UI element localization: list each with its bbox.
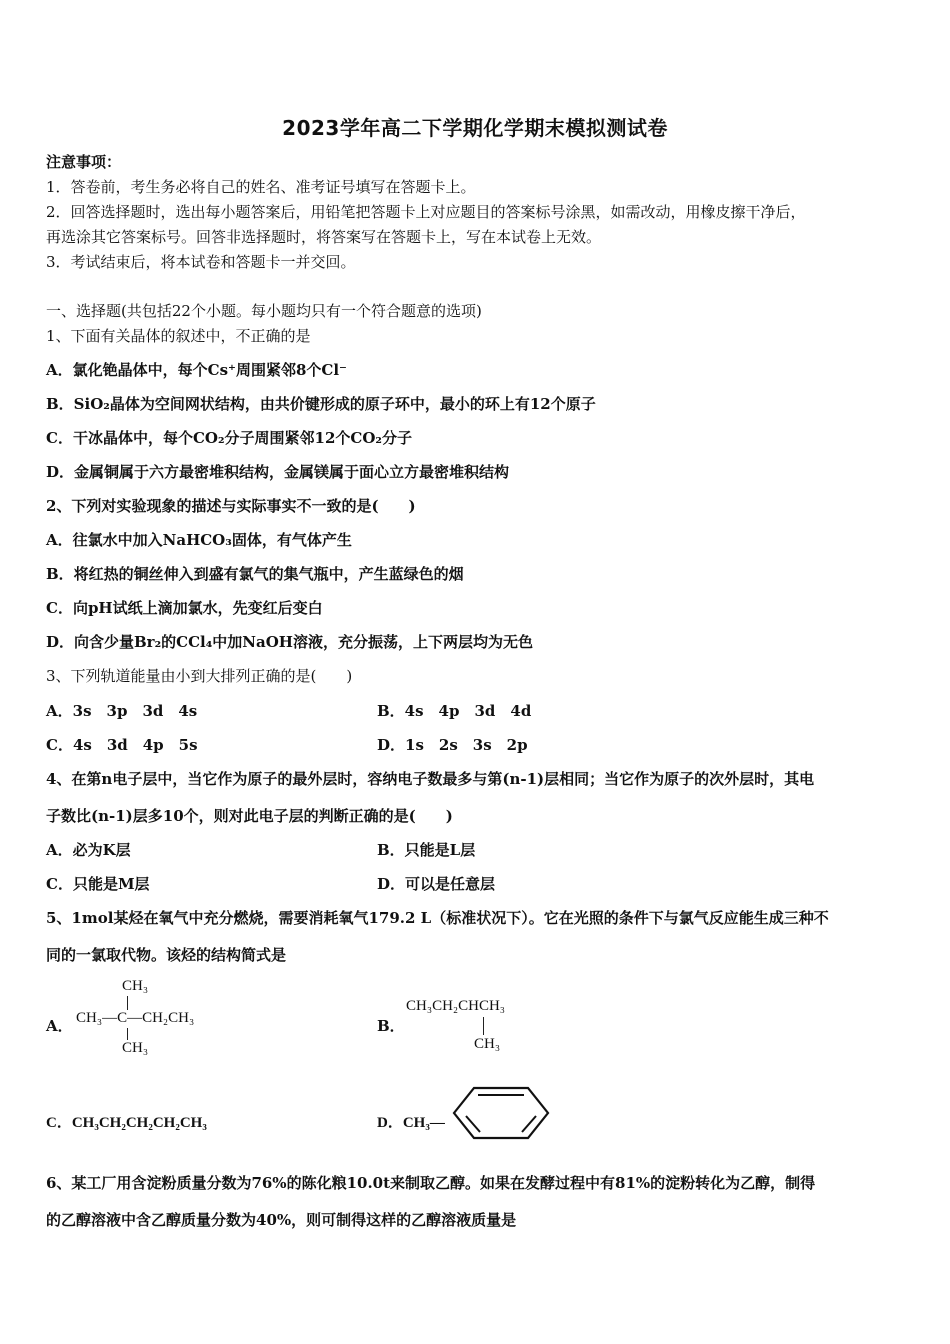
struct-b-main-chain: CH₃CH₂CHCH₃ (406, 998, 506, 1014)
q6-stem-line1: 6、某工厂用含淀粉质量分数为76%的陈化粮10.0t来制取乙醇。如果在发酵过程中有81%的淀粉转化为乙醇，制得 (46, 1174, 816, 1192)
q2-option-c: C．向pH试纸上滴加氯水，先变红后变白 (46, 599, 323, 617)
notice-heading: 注意事项： (46, 153, 122, 171)
struct-a-bottom-methyl: CH₃ (122, 1040, 149, 1056)
q4-option-a: A．必为K层 (46, 841, 131, 859)
q3-option-b: B．4s 4p 3d 4d (377, 702, 532, 720)
q6-stem-line2: 的乙醇溶液中含乙醇质量分数为40%，则可制得这样的乙醇溶液质量是 (46, 1211, 517, 1229)
q5-option-a-label: A． (46, 1017, 73, 1035)
q4-option-c: C．只能是M层 (46, 875, 150, 893)
notice-item-2-cont: 再选涂其它答案标号。回答非选择题时，将答案写在答题卡上，写在本试卷上无效。 (46, 228, 602, 246)
q5-stem-line1: 5、1mol某烃在氧气中充分燃烧，需要消耗氧气179.2 L（标准状况下）。它在光照的条件下与氯气反应能生成三种不 (46, 909, 829, 927)
q4-option-d: D．可以是任意层 (377, 875, 496, 893)
struct-a-main-chain: CH₃—C—CH₂CH₃ (76, 1010, 195, 1026)
q2-option-d: D．向含少量Br₂的CCl₄中加NaOH溶液，充分振荡，上下两层均为无色 (46, 633, 533, 651)
struct-b-bond (483, 1017, 484, 1035)
q5-option-c: C．CH₃CH₂CH₂CH₂CH₃ (46, 1115, 207, 1131)
q3-stem: 3、下列轨道能量由小到大排列正确的是( ) (46, 667, 353, 685)
q5-option-a-structure (76, 978, 216, 1060)
q3-option-a: A．3s 3p 3d 4s (46, 702, 198, 720)
q5-option-b-structure (406, 998, 546, 1062)
struct-a-bond-top (127, 996, 128, 1010)
q2-option-a: A．往氯水中加入NaHCO₃固体，有气体产生 (46, 531, 352, 549)
q3-option-d: D．1s 2s 3s 2p (377, 736, 528, 754)
q5-stem-line2: 同的一氯取代物。该烃的结构简式是 (46, 946, 287, 964)
notice-item-2: 2．回答选择题时，选出每小题答案后，用铅笔把答题卡上对应题目的答案标号涂黑，如需改动，用橡皮擦干净后， (46, 203, 806, 221)
q1-stem: 1、下面有关晶体的叙述中，不正确的是 (46, 327, 311, 345)
q5-option-d-label: D．CH₃— (377, 1115, 445, 1131)
struct-a-bond-bottom (127, 1028, 128, 1040)
struct-a-top-methyl: CH₃ (122, 978, 149, 994)
section-heading: 一、选择题(共包括22个小题。每小题均只有一个符合题意的选项) (46, 302, 482, 320)
q1-option-d: D．金属铜属于六方最密堆积结构，金属镁属于面心立方最密堆积结构 (46, 463, 510, 481)
q1-option-a: A．氯化铯晶体中，每个Cs⁺周围紧邻8个Cl⁻ (46, 361, 347, 379)
q4-option-b: B．只能是L层 (377, 841, 476, 859)
struct-b-bottom-methyl: CH₃ (474, 1036, 501, 1052)
q5-option-b-label: B． (377, 1017, 405, 1035)
q1-option-b: B．SiO₂晶体为空间网状结构，由共价键形成的原子环中，最小的环上有12个原子 (46, 395, 596, 413)
q2-stem: 2、下列对实验现象的描述与实际事实不一致的是( ) (46, 497, 416, 515)
notice-item-1: 1．答卷前，考生务必将自己的姓名、准考证号填写在答题卡上。 (46, 178, 476, 196)
notice-item-3: 3．考试结束后，将本试卷和答题卡一并交回。 (46, 253, 356, 271)
q4-stem-line1: 4、在第n电子层中，当它作为原子的最外层时，容纳电子数最多与第(n-1)层相同；当它作为原子的次外层时，其电 (46, 770, 815, 788)
q3-option-c: C．4s 3d 4p 5s (46, 736, 198, 754)
benzene-ring-icon (452, 1085, 552, 1141)
q4-stem-line2: 子数比(n-1)层多10个，则对此电子层的判断正确的是( ) (46, 807, 453, 825)
q1-option-c: C．干冰晶体中，每个CO₂分子周围紧邻12个CO₂分子 (46, 429, 412, 447)
page-title: 2023学年高二下学期化学期末模拟测试卷 (282, 116, 668, 140)
q2-option-b: B．将红热的铜丝伸入到盛有氯气的集气瓶中，产生蓝绿色的烟 (46, 565, 464, 583)
